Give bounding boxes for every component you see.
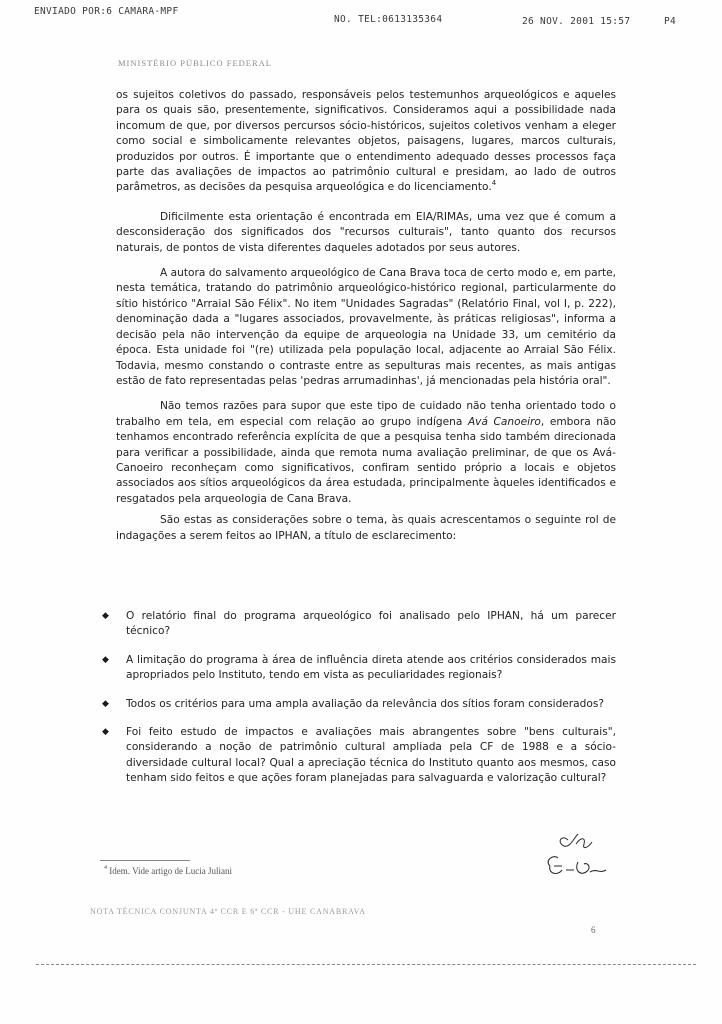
document-body: [116, 88, 616, 548]
page-number: 6: [591, 925, 596, 935]
footnote: [104, 866, 232, 876]
diamond-bullet-icon: ◆: [102, 611, 109, 621]
question-text: A limitação do programa à área de influência direta atende aos critérios considerados mais apropriados pelo Instituto, tendo em vista as peculiaridades regionais?: [126, 653, 616, 682]
question-text: O relatório final do programa arqueológico foi analisado pelo IPHAN, há um parecer técnico?: [126, 610, 616, 638]
paragraph-2: Dificilmente esta orientação é encontrada em EIA/RIMAs, uma vez que é comum a desconsideração dos significados dos "recursos culturais", tanto quanto dos recursos naturais, de pontos de vista diferentes daqueles adotados por seus autores.: [116, 210, 616, 254]
fax-sender: ENVIADO POR:6 CAMARA-MPF: [34, 6, 179, 17]
fax-telephone: NO. TEL:0613135364: [334, 14, 443, 25]
paragraph-4: [116, 399, 616, 507]
footnote-divider: [100, 860, 190, 861]
paragraph-4-text-a: Não temos razões para supor que este tipo de cuidado não tenha orientado todo o trabalho em tela, em especial com relação ao grupo indígena: [116, 400, 616, 428]
question-list: [102, 609, 616, 800]
paragraph-1: [116, 88, 616, 196]
fax-date: 26 NOV. 2001 15:57: [522, 16, 631, 27]
diamond-bullet-icon: ◆: [102, 654, 109, 665]
organization-header: MINISTÉRIO PÚBLICO FEDERAL: [118, 58, 272, 68]
question-item: [102, 609, 616, 640]
footnote-number: 4: [104, 865, 107, 871]
fax-header: [34, 6, 682, 27]
footnote-reference: 4: [491, 179, 497, 188]
scan-edge-line: [36, 964, 696, 965]
paragraph-4-italic-term: Avá Canoeiro: [467, 415, 541, 428]
document-reference-footer: NOTA TÉCNICA CONJUNTA 4ª CCR E 6ª CCR - UHE CANABRAVA: [90, 907, 366, 916]
paragraph-4-text-b: , embora não tenhamos encontrado referência explícita de que a pesquisa tenha sido também direcionada para verificar a possibilidade, ainda que remota numa avaliação preliminar, de que os Avá-Canoeiro reconheçam como significativos, confiram sentido próprio a locais e objetos associados aos sítios arqueológicos da área estudada, principalmente àqueles identificados e resgatados pela arqueologia de Cana Brava.: [116, 415, 616, 505]
footnote-text: Idem. Vide artigo de Lucia Juliani: [109, 866, 233, 876]
paragraph-3: A autora do salvamento arqueológico de Cana Brava toca de certo modo e, em parte, nesta temática, tratando do patrimônio arqueológico-histórico regional, particularmente do sítio histórico "Arraial São Félix". No item "Unidades Sagradas" (Relatório Final, vol I, p. 222), denominação dada a "lugares associados, provavelmente, às práticas religiosas", informa a decisão pela não intervenção da equipe de arqueologia na Unidade 33, um cemitério da época. Esta unidade foi "(re) utilizada pela população local, adjacente ao Arraial São Félix. Todavia, mesmo constando o contraste entre as sepulturas mais recentes, as mais antigas estão de fato representadas pelas 'pedras arrumadinhas', já mencionadas pela história oral".: [116, 267, 616, 387]
paragraph-1-text: os sujeitos coletivos do passado, responsáveis pelos testemunhos arqueológicos e aqueles para os quais são, presentemente, significativos. Consideramos aqui a possibilidade nada incomum de que, por diversos percursos sócio-históricos, sujeitos coletivos venham a eleger como social e simbolicamente relevantes objetos, paisagens, lugares, marcos culturais, produzidos por outros. É importante que o entendimento adequado desses processos faça parte das avaliações de impactos ao patrimônio cultural e presidam, ao lado de outros parâmetros, as decisões da pesquisa arqueológica e do licenciamento.: [116, 89, 616, 194]
question-item: [102, 697, 616, 712]
question-item: [102, 725, 616, 787]
question-item: [102, 653, 616, 684]
fax-page-number: P4: [664, 16, 677, 27]
question-text: Foi feito estudo de impactos e avaliações mais abrangentes sobre "bens culturais", considerando a noção de patrimônio cultural ampliada pela CF de 1988 e a sócio-diversidade cultural local? Qual a apreciação técnica do Instituto quanto aos mesmos, caso tenham sido feitos e que ações foram planejadas para salvaguarda e valorização cultural?: [126, 726, 616, 785]
diamond-bullet-icon: ◆: [102, 727, 109, 738]
diamond-bullet-icon: ◆: [102, 698, 109, 709]
paragraph-5: São estas as considerações sobre o tema, às quais acrescentamos o seguinte rol de indagações a serem feitos ao IPHAN, a título de esclarecimento:: [116, 514, 616, 542]
question-text: Todos os critérios para uma ampla avaliação da relevância dos sítios foram considerados?: [126, 697, 605, 710]
handwritten-initials: [540, 826, 620, 886]
